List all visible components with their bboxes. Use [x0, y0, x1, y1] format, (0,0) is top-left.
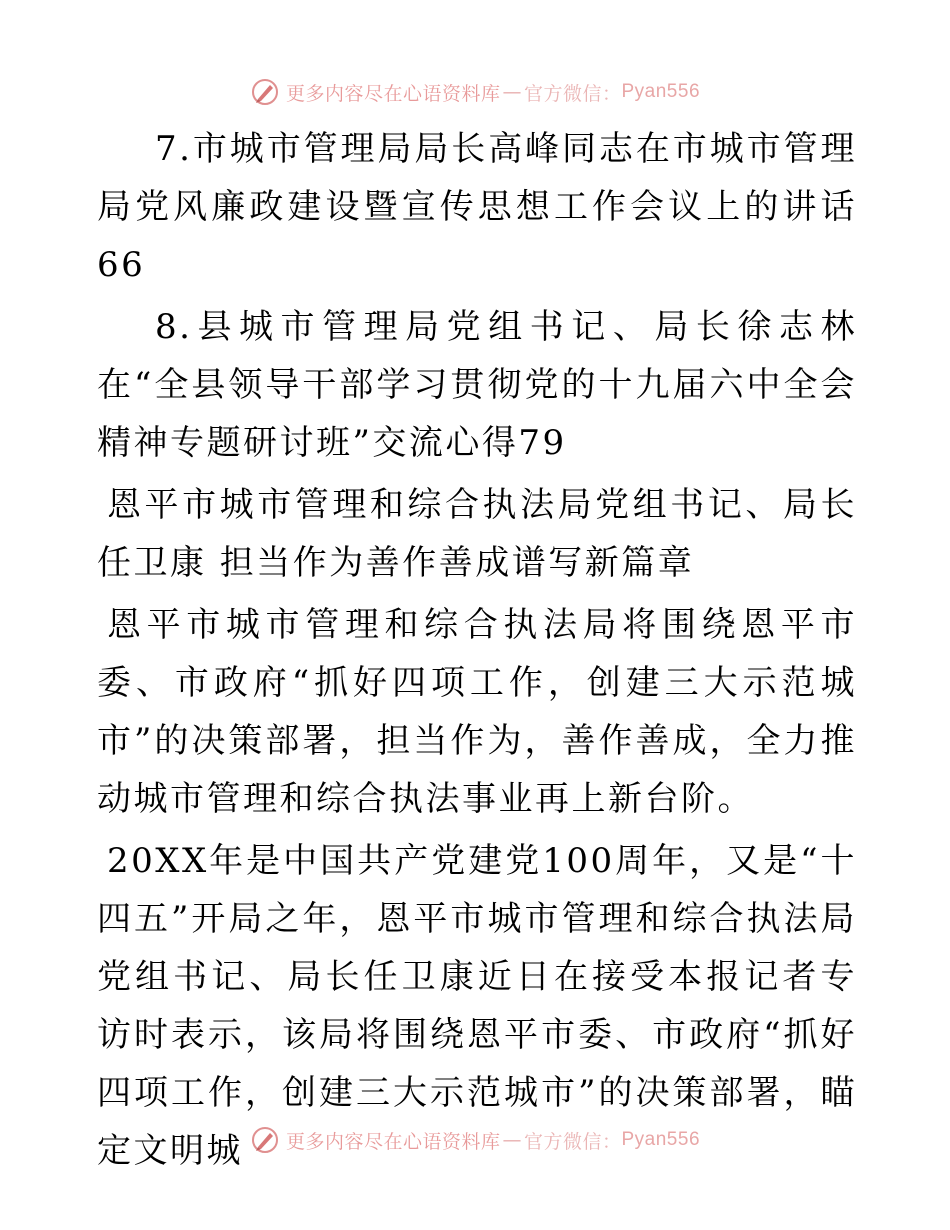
- pen-logo-icon: [250, 1125, 280, 1155]
- watermark-main-text: 更多内容尽在心语资料库: [285, 82, 501, 105]
- watermark-dash: —: [502, 81, 522, 103]
- toc-entry-7: 7.市城市管理局局长高峰同志在市城市管理局党风廉政建设暨宣传思想工作会议上的讲话 66: [97, 129, 857, 285]
- article-body-paragraph: 20XX年是中国共产党建党100周年，又是“十四五”开局之年，恩平市城市管理和综合执法局党组书记、局长任卫康近日在接受本报记者专访时表示，该局将围绕恩平市委、市政府“抓好四项工作，创建三大示范城市”的决策部署，瞄定文明城: [97, 841, 857, 1171]
- article-title: 恩平市城市管理和综合执法局党组书记、局长任卫康 担当作为善作善成谱写新篇章: [97, 485, 857, 583]
- article-lead-paragraph: 恩平市城市管理和综合执法局将围绕恩平市委、市政府“抓好四项工作，创建三大示范城市”的决策部署，担当作为，善作善成，全力推动城市管理和综合执法事业再上新台阶。: [97, 605, 857, 819]
- document-body: [97, 120, 857, 1180]
- watermark-dash: —: [502, 1129, 522, 1151]
- watermark-wechat-id: Pyan556: [621, 81, 701, 102]
- toc-entry-8: 8.县城市管理局党组书记、局长徐志林在“全县领导干部学习贯彻党的十九届六中全会精神专题研讨班”交流心得79: [97, 307, 857, 463]
- watermark-wechat-id: Pyan556: [621, 1129, 701, 1150]
- pen-logo-icon: [250, 77, 280, 107]
- watermark-main-text: 更多内容尽在心语资料库: [285, 1130, 501, 1153]
- watermark-header: [0, 72, 950, 112]
- watermark-footer: [0, 1120, 950, 1160]
- watermark-sub-text: 官方微信：: [523, 1130, 622, 1153]
- watermark-sub-text: 官方微信：: [523, 82, 622, 105]
